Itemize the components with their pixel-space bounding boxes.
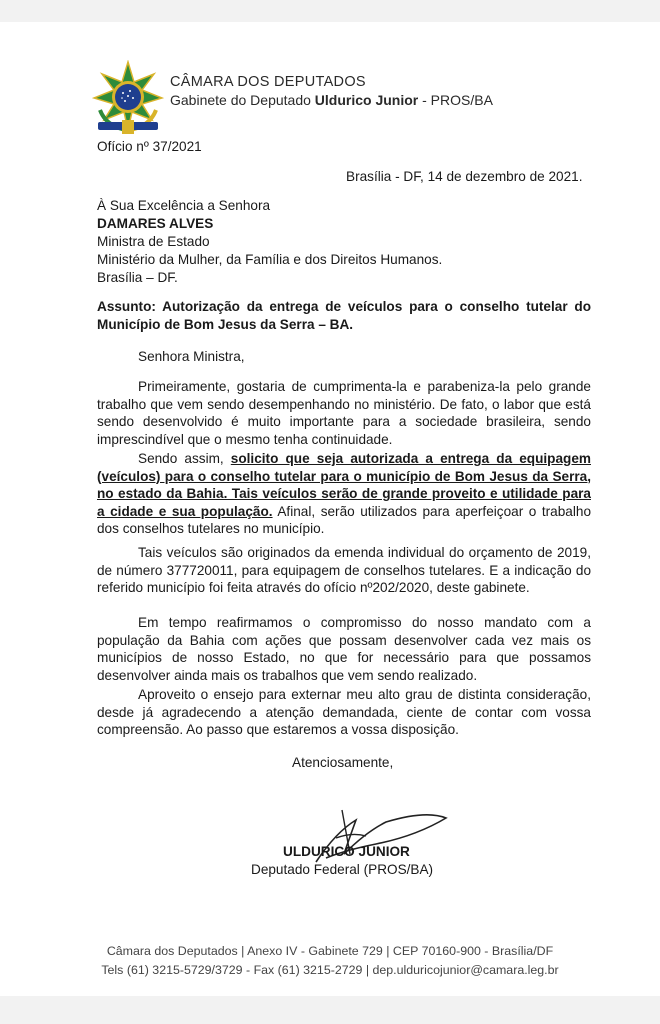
document-page bbox=[0, 22, 660, 996]
paragraph-3: Tais veículos são originados da emenda individual do orçamento de 2019, de número 377720011, para equipagem de conselhos tutelares. E a indicação do referido município foi feita através do ofício nº202/2020, deste gabinete. bbox=[97, 545, 591, 595]
request-highlight: solicito que seja autorizada a entrega da equipagem (veículos) para o conselho tutelar para o município de Bom Jesus da Serra, no estado da Bahia. Tais veículos serão de grande proveito e utilidade para a cidade e sua população. bbox=[97, 451, 591, 519]
place-date: Brasília - DF, 14 de dezembro de 2021. bbox=[346, 169, 583, 184]
footer-address: Câmara dos Deputados | Anexo IV - Gabinete 729 | CEP 70160-900 - Brasília/DF bbox=[106, 944, 554, 958]
recipient-ministry: Ministério da Mulher, da Família e dos Direitos Humanos. bbox=[97, 252, 443, 267]
paragraph-2: Sendo assim, solicito que seja autorizada a entrega da equipagem (veículos) para o conselho tutelar para o município de Bom Jesus da Serra, no estado da Bahia. Tais veículos serão de grande proveito e utilidade para a cidade e sua população. Afinal, serão utilizados para aperfeiçoar o trabalho dos conselhos tutelares no município. bbox=[97, 451, 592, 536]
letterhead bbox=[92, 60, 592, 136]
recipient-role: Ministra de Estado bbox=[97, 234, 210, 249]
paragraph-5: Aproveito o ensejo para externar meu alto grau de distinta consideração, desde já agradecendo a atenção demandada, ciente de contar com vossa compreensão. Ao passo que estaremos a vossa disposição. bbox=[97, 687, 591, 737]
coat-of-arms-icon bbox=[92, 60, 164, 136]
footer-contacts: Tels (61) 3215-5729/3729 - Fax (61) 3215-2729 | dep.ulduricojunior@camara.leg.br bbox=[101, 963, 559, 977]
subject-line: Assunto: Autorização da entrega de veículos para o conselho tutelar do Município de Bom Jesus da Serra – BA. bbox=[97, 299, 591, 332]
paragraph-4: Em tempo reafirmamos o compromisso do nosso mandato com a população da Bahia com ações que possam desenvolver cada vez mais os municípios de nosso Estado, no que for necessário para que possamos desenvolver ainda mais os trabalhos que vem sendo realizado. bbox=[97, 615, 591, 683]
recipient-name: DAMARES ALVES bbox=[97, 216, 214, 231]
office-name: Gabinete do Deputado Uldurico Junior - PROS/BA bbox=[170, 92, 493, 108]
closing: Atenciosamente, bbox=[292, 755, 394, 770]
chamber-name: CÂMARA DOS DEPUTADOS bbox=[170, 74, 366, 90]
greeting: Senhora Ministra, bbox=[138, 349, 245, 364]
paragraph-1: Primeiramente, gostaria de cumprimenta-la e parabeniza-la pelo grande trabalho que vem sendo desempenhando no ministério. De fato, o labor que está sendo desenvolvido é muito importante para a sociedade brasileira, sendo imprescindível que o mesmo tenha continuidade. bbox=[97, 379, 591, 447]
oficio-number: Ofício nº 37/2021 bbox=[97, 139, 202, 154]
recipient-city: Brasília – DF. bbox=[97, 270, 178, 285]
recipient-salutation: À Sua Excelência a Senhora bbox=[97, 198, 271, 213]
signer-name: ULDURICO JUNIOR bbox=[283, 844, 410, 859]
signer-title: Deputado Federal (PROS/BA) bbox=[251, 862, 434, 877]
